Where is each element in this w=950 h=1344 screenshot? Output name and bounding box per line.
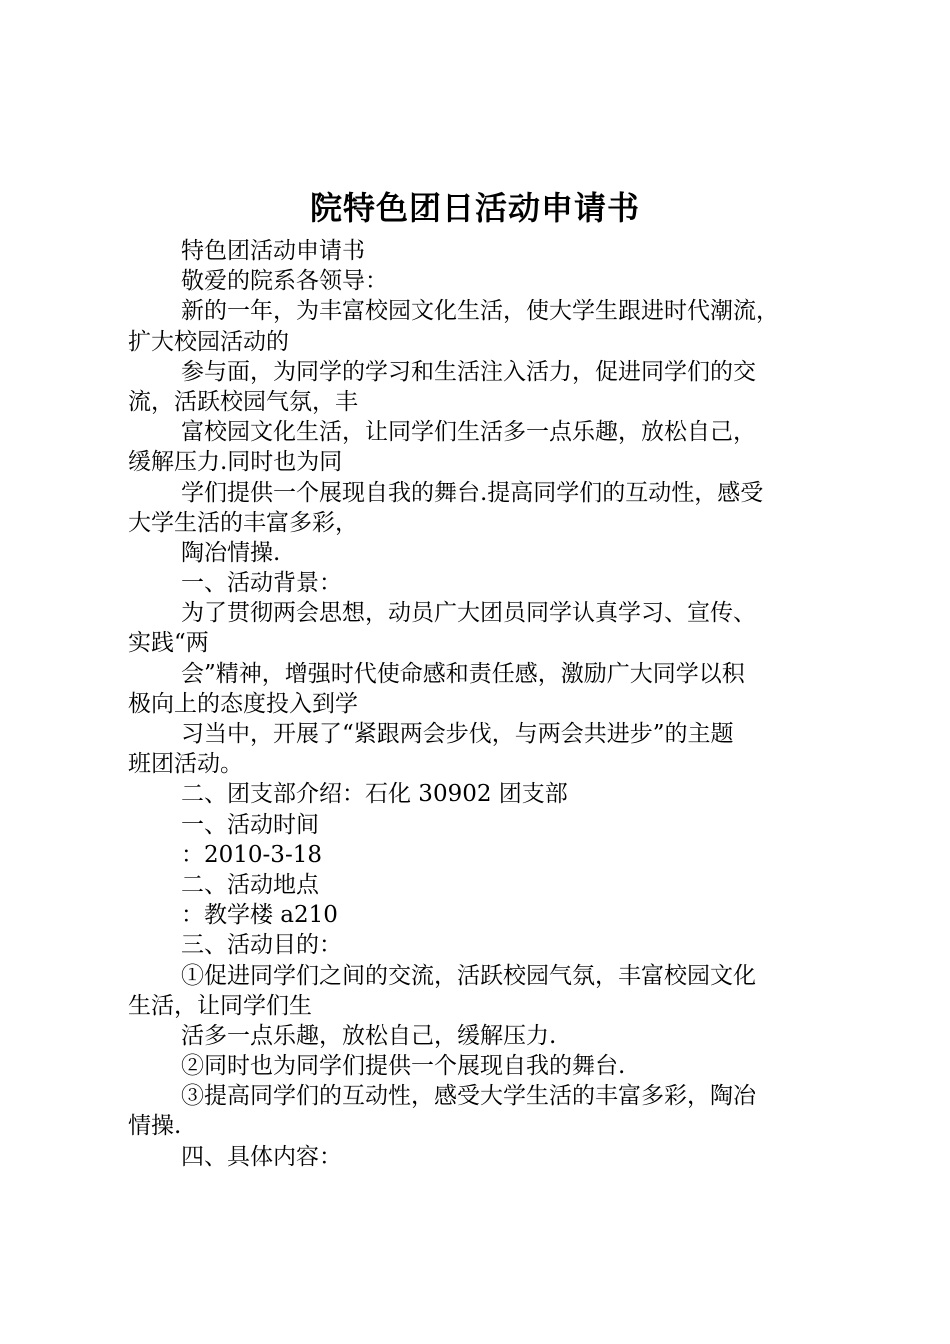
- text-line: 富校园文化生活，让同学们生活多一点乐趣，放松自己，: [181, 419, 756, 446]
- text-line: ①促进同学们之间的交流，活跃校园气氛，丰富校园文化: [181, 962, 756, 989]
- text-line: 情操.: [128, 1113, 182, 1140]
- text-line: 参与面，为同学的学习和生活注入活力，促进同学们的交: [181, 358, 756, 385]
- text-line: 大学生活的丰富多彩，: [128, 509, 358, 536]
- text-line: 陶冶情操.: [181, 539, 281, 566]
- text-line: 缓解压力.同时也为同: [128, 449, 343, 476]
- text-line: 实践“两: [128, 630, 209, 657]
- text-line: ②同时也为同学们提供一个展现自我的舞台.: [181, 1053, 626, 1080]
- text-line: ：2010-3-18: [181, 841, 322, 868]
- document-body: [128, 236, 832, 1172]
- text-line: 二、团支部介绍：石化 30902 团支部: [181, 781, 568, 808]
- text-line: ③提高同学们的互动性，感受大学生活的丰富多彩，陶冶: [181, 1083, 756, 1110]
- document-title: 院特色团日活动申请书: [309, 189, 640, 227]
- text-line: 为了贯彻两会思想，动员广大团员同学认真学习、宣传、: [181, 600, 756, 627]
- text-line: 班团活动。: [128, 751, 243, 778]
- text-line: 极向上的态度投入到学: [128, 690, 358, 717]
- text-line: 习当中，开展了“紧跟两会步伐，与两会共进步”的主题: [181, 721, 734, 747]
- text-line: 学们提供一个展现自我的舞台.提高同学们的互动性，感受: [181, 479, 764, 506]
- text-line: 新的一年，为丰富校园文化生活，使大学生跟进时代潮流，: [181, 298, 779, 325]
- text-line: ：教学楼 a210: [181, 902, 338, 929]
- text-line: 一、活动背景：: [181, 570, 342, 597]
- text-line: 三、活动目的：: [181, 932, 342, 959]
- text-line: 流，活跃校园气氛，丰: [128, 388, 358, 415]
- text-line: 活多一点乐趣，放松自己，缓解压力.: [181, 1022, 557, 1049]
- text-line: 生活，让同学们生: [128, 992, 312, 1019]
- text-line: 二、活动地点: [181, 871, 319, 898]
- text-line: 特色团活动申请书: [181, 238, 365, 264]
- text-line: 扩大校园活动的: [128, 328, 289, 355]
- text-line: 敬爱的院系各领导：: [181, 268, 388, 295]
- text-line: 会”精神，增强时代使命感和责任感，激励广大同学以积: [181, 660, 745, 687]
- text-line: 一、活动时间: [181, 811, 319, 838]
- text-line: 四、具体内容：: [181, 1143, 342, 1170]
